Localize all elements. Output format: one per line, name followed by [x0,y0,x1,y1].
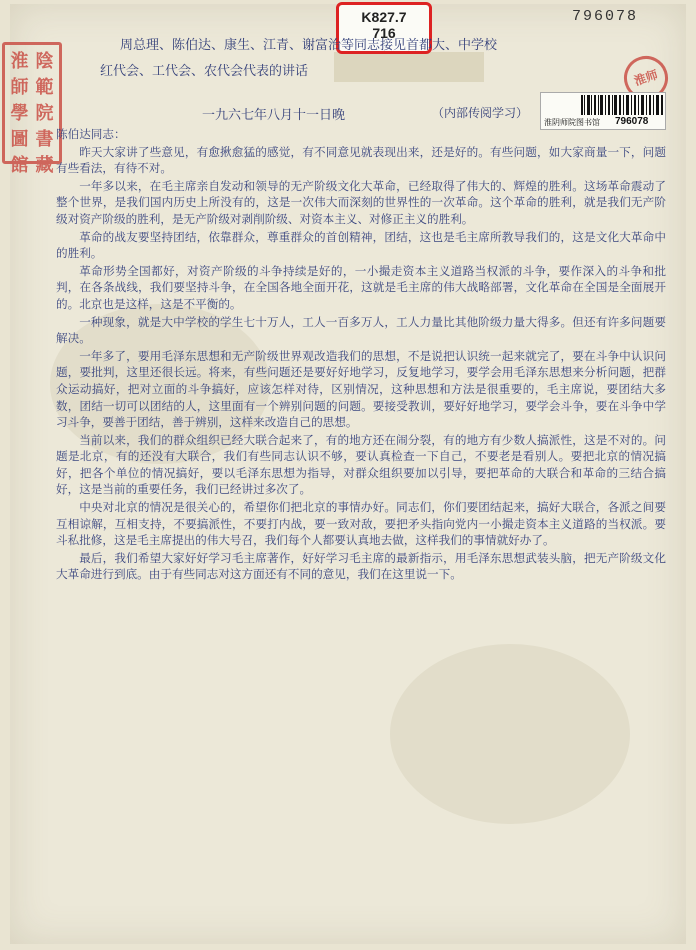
call-number-line1: K827.7 [361,9,407,25]
date-line: 一九六七年八月十一日晚 [202,108,346,123]
paragraph: 革命形势全国都好，对资产阶级的斗争持续是好的，一小撮走资本主义道路当权派的斗争，要作深入的斗争和批判，在各条战线，我们要坚持斗争，在全国各地全面开花，这就是毛主席的伟大战略部署，文化革命在全国是全面展开的。北京也是这样，这是不平衡的。 [56,263,666,311]
barcode-library: 淮阴师院图书馆 [544,118,600,127]
barcode-icon [581,95,663,115]
paragraph: 中央对北京的情况是很关心的，希望你们把北京的事情办好。同志们，你们要团结起来，搞好大联合，各派之间要互相谅解，互相支持，不要搞派性，不要打内战，要一致对敌，要把矛头指向党内一小撮走资本主义道路的当权派。要斗私批修，这是毛主席提出的伟大号召，我们每个人都要认真地去做，这样我们的事情就好办了。 [56,500,666,548]
paragraph: 一年多以来，在毛主席亲自发动和领导的无产阶级文化大革命，已经取得了伟大的、辉煌的胜利。这场革命震动了整个世界，是我们国内历史上所没有的，这是一次伟大而深刻的世界性的一次革命。这个革命的胜利，就是我们无产阶级对资产阶级的胜利，是无产阶级对剥削阶级、对资本主义、对修正主义的胜利。 [56,178,666,226]
header-line1: 周总理、陈伯达、康生、江青、谢富治等同志接见首都大、中学校 [120,38,498,53]
paragraph: 当前以来，我们的群众组织已经大联合起来了，有的地方还在闹分裂，有的地方有少数人搞派性，这是不对的。问题是北京，有的还没有大联合，我们有些同志认识不够，要认真检查一下自己，不要老是看别人。要把北京的情况搞好，把各个单位的情况搞好，要以毛泽东思想为指导，对群众组织要加以引导，要把革命的大联合和革命的三结合搞好，这是当前的重要任务，我们已经讲过多次了。 [56,432,666,497]
source-note: （内部传阅学习） [432,106,529,120]
salutation: 陈伯达同志： [56,127,126,141]
barcode-number: 796078 [615,116,649,127]
paragraph: 一种现象，就是大中学校的学生七十万人，工人一百多万人，工人力量比其他阶级力量大得多。但还有许多问题要解决。 [56,314,666,346]
round-seal: 淮师 [618,50,673,105]
barcode-sticker [540,92,666,130]
paper-stain [390,644,630,824]
body-text [56,126,666,584]
paragraph: 一年多了，要用毛泽东思想和无产阶级世界观改造我们的思想，不是说把认识统一起来就完了，要在斗争中认识问题，要批判，这里还很长远。将来，有些问题还是要好好地学习，反复地学习，要学会用毛泽东思想来分析问题，把群众运动搞好，把对立面的斗争搞好，应该怎样对待，区别情况，这种思想和方法是很重要的，毛主席说，要团结大多数，团结一切可以团结的人，这里面有一个辨别问题的问题。要接受教训，要好好地学习，要学会斗争，要在斗争中学习斗争，要善于团结，善于辨别，这样来改造自己的思想。 [56,348,666,430]
paragraph: 最后，我们希望大家好好学习毛主席著作，好好学习毛主席的最新指示，用毛泽东思想武装头脑，把无产阶级文化大革命进行到底。由于有些同志对这方面还有不同的意见，我们在这里说一下。 [56,550,666,582]
document-number: 796078 [572,8,639,25]
header-line2: 红代会、工代会、农代会代表的讲话 [100,64,309,79]
ink-smudge [334,52,484,82]
call-number-line2: 716 [372,25,396,41]
library-seal: 淮 陰 師 範 學 院 圖 書 館 藏 [2,42,62,164]
paragraph: 昨天大家讲了些意见，有愈揪愈猛的感觉，有不同意见就表现出来，还是好的。有些问题，如大家商量一下，问题有些看法，有待不对。 [56,144,666,176]
paragraph: 革命的战友要坚持团结，依靠群众，尊重群众的首创精神，团结，这也是毛主席所教导我们的，这是文化大革命中的胜利。 [56,229,666,261]
